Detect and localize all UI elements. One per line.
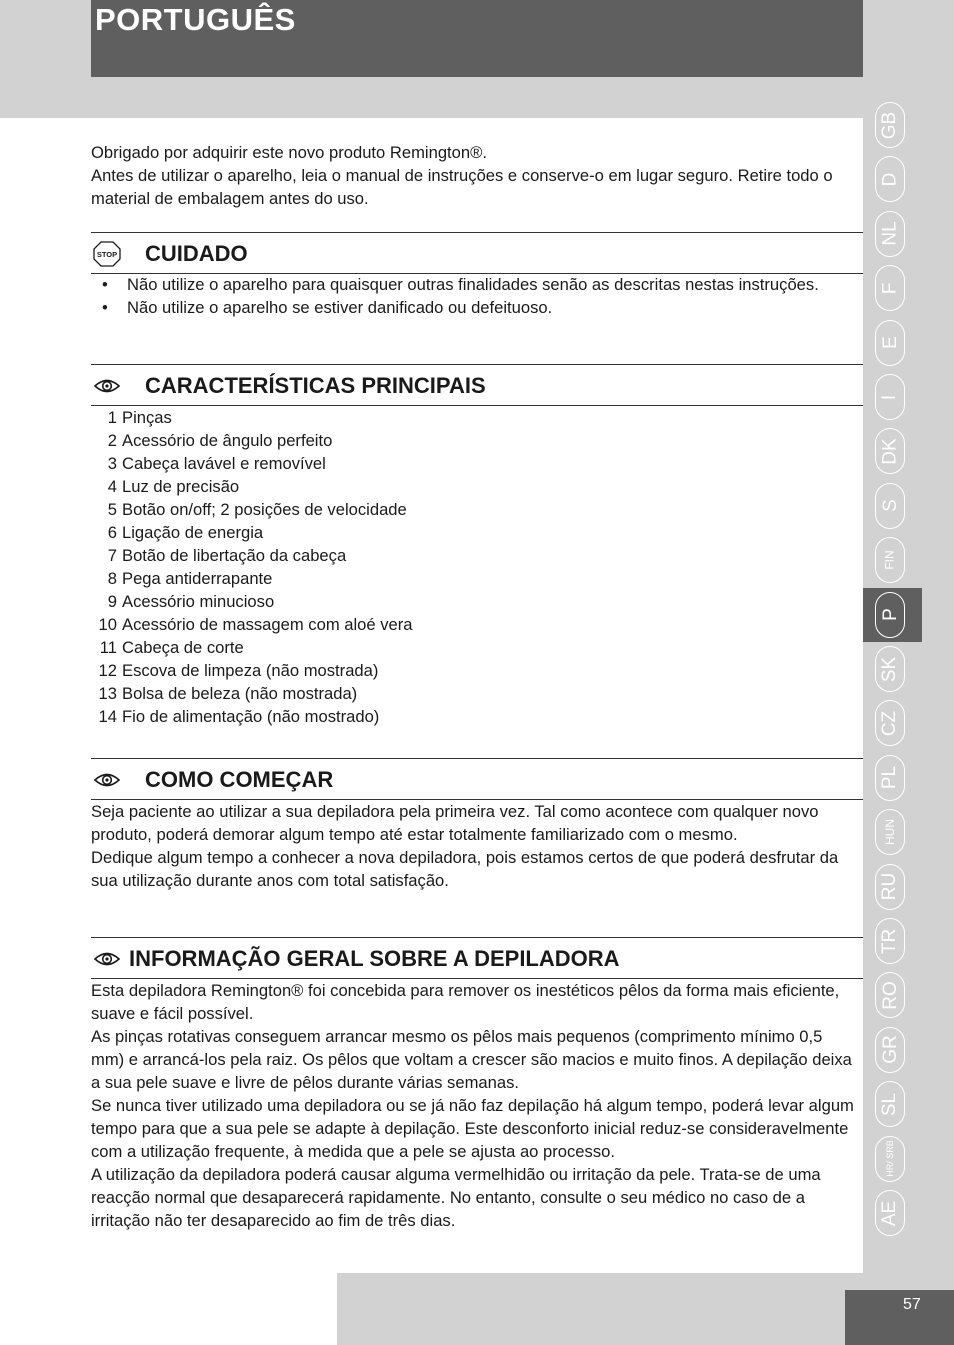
- language-tab-pill: [875, 211, 905, 257]
- language-tab-label: I: [879, 394, 901, 400]
- feature-number: 14: [98, 707, 117, 726]
- language-tab-pill: [875, 265, 905, 311]
- page-number: 57: [903, 1296, 921, 1313]
- language-tab-label: F: [879, 282, 901, 294]
- language-tab-f[interactable]: [863, 261, 922, 315]
- como-comecar-text: [91, 800, 859, 892]
- feature-item: [91, 613, 859, 636]
- informacao-text: [91, 979, 859, 1232]
- header-bar: [91, 0, 863, 77]
- feature-label: Fio de alimentação (não mostrado): [122, 707, 380, 726]
- language-tab-label: SK: [879, 656, 901, 682]
- language-tab-pill: [875, 755, 905, 801]
- paragraph: As pinças rotativas conseguem arrancar mesmo os pêlos mais pequenos (comprimento mínimo 0,5 mm) e arrancá-los pela raiz. Os pêlos que voltam a crescer são macios e muito finos. A depilação deixa a sua pele suave e livre de pêlos durante várias semanas.: [91, 1027, 852, 1092]
- section-cuidado-header: [91, 232, 863, 274]
- feature-item: [91, 475, 859, 498]
- feature-item: [91, 544, 859, 567]
- language-tab-gr[interactable]: [863, 1023, 922, 1077]
- language-tab-pill: [875, 537, 905, 583]
- feature-number: 5: [107, 500, 117, 519]
- feature-label: Bolsa de beleza (não mostrada): [122, 684, 358, 703]
- features-list: [91, 406, 859, 728]
- feature-number: 3: [107, 454, 117, 473]
- language-tab-nl[interactable]: [863, 207, 922, 261]
- section-caracteristicas-header: [91, 364, 863, 406]
- feature-label: Botão de libertação da cabeça: [122, 546, 347, 565]
- section-title: COMO COMEÇAR: [145, 767, 334, 792]
- feature-label: Cabeça lavável e removível: [122, 454, 326, 473]
- language-tab-pill: [875, 1027, 905, 1073]
- list-item: • Não utilize o aparelho para quaisquer outras finalidades senão as descritas nestas instruções.: [91, 273, 859, 296]
- language-tab-p[interactable]: [863, 588, 922, 642]
- language-tab-label: PL: [879, 766, 901, 790]
- language-tab-pill: [875, 1136, 905, 1182]
- feature-number: 4: [107, 477, 117, 496]
- feature-number: 7: [107, 546, 117, 565]
- language-tab-cz[interactable]: [863, 696, 922, 750]
- language-tab-pill: [875, 700, 905, 746]
- feature-number: 6: [107, 523, 117, 542]
- language-tab-gb[interactable]: [863, 98, 922, 152]
- language-tab-pill: [875, 1081, 905, 1127]
- language-tab-label: GR: [879, 1035, 901, 1065]
- page-title: PORTUGUÊS: [95, 2, 296, 37]
- feature-label: Acessório de massagem com aloé vera: [122, 615, 413, 634]
- language-tab-label: HUN: [883, 819, 897, 846]
- feature-item: [91, 567, 859, 590]
- language-tab-label: GB: [879, 111, 901, 139]
- section-title: CUIDADO: [145, 241, 248, 266]
- paragraph: Se nunca tiver utilizado uma depiladora ou se já não faz depilação há algum tempo, poderá levar algum tempo para que a sua pele se adapte à depilação. Este desconforto inicial reduz-se consideravelmente com a utilização frequente, à medida que a pele se ajusta ao processo.: [91, 1096, 854, 1161]
- eye-icon: [93, 946, 121, 972]
- feature-label: Acessório minucioso: [122, 592, 275, 611]
- feature-label: Escova de limpeza (não mostrada): [122, 661, 379, 680]
- language-tab-pill: [875, 646, 905, 692]
- feature-number: 2: [107, 431, 117, 450]
- language-tab-label: S: [879, 499, 901, 513]
- page-number-box: [845, 1290, 954, 1345]
- language-tab-label: E: [879, 336, 901, 349]
- stop-sign-icon: [93, 241, 121, 267]
- intro-line: Obrigado por adquirir este novo produto Remington®.: [91, 143, 487, 162]
- language-tab-pill: [875, 809, 905, 855]
- feature-item: [91, 429, 859, 452]
- feature-label: Acessório de ângulo perfeito: [122, 431, 333, 450]
- language-tab-hun[interactable]: [863, 805, 922, 859]
- section-title: CARACTERÍSTICAS PRINCIPAIS: [145, 373, 486, 398]
- bottom-panel: [0, 1273, 337, 1345]
- language-tab-pill: [875, 320, 905, 366]
- language-tab-dk[interactable]: [863, 424, 922, 478]
- language-tab-label: TR: [879, 928, 901, 954]
- feature-item: [91, 452, 859, 475]
- feature-number: 9: [107, 592, 117, 611]
- stop-sign-label: STOP: [96, 250, 118, 259]
- feature-item: [91, 498, 859, 521]
- language-tab-pill: [875, 972, 905, 1018]
- feature-item: [91, 659, 859, 682]
- language-tab-ae[interactable]: [863, 1186, 922, 1240]
- language-tab-label: CZ: [879, 710, 901, 737]
- language-tab-label: P: [879, 608, 901, 621]
- feature-number: 12: [98, 661, 117, 680]
- language-tab-label: AE: [879, 1200, 901, 1226]
- language-tab-label: NL: [879, 221, 901, 246]
- intro-line: Antes de utilizar o aparelho, leia o manual de instruções e conserve-o em lugar seguro. Retire todo o material de embalagem antes do uso.: [91, 166, 833, 208]
- language-tab-sl[interactable]: [863, 1077, 922, 1131]
- language-tab-pill: [875, 483, 905, 529]
- language-tab-i[interactable]: [863, 370, 922, 424]
- paragraph: Dedique algum tempo a conhecer a nova depiladora, pois estamos certos de que poderá desfrutar da sua utilização durante anos com total satisfação.: [91, 848, 839, 890]
- language-tab-s[interactable]: [863, 479, 922, 533]
- language-tab-label: HR/ SRB: [884, 1140, 895, 1177]
- feature-number: 1: [107, 408, 117, 427]
- language-tab-pill: [875, 374, 905, 420]
- language-tab-pill: [875, 1190, 905, 1236]
- feature-label: Cabeça de corte: [122, 638, 244, 657]
- section-title: INFORMAÇÃO GERAL SOBRE A DEPILADORA: [129, 946, 620, 971]
- paragraph: Seja paciente ao utilizar a sua depiladora pela primeira vez. Tal como acontece com qualquer novo produto, poderá demorar algum tempo até estar totalmente familiarizado com o mesmo.: [91, 802, 819, 844]
- cuidado-list: [91, 273, 859, 319]
- intro-text: [91, 141, 859, 210]
- list-item: • Não utilize o aparelho se estiver danificado ou defeituoso.: [91, 296, 859, 319]
- language-tab-label: RO: [879, 981, 901, 1010]
- feature-label: Botão on/off; 2 posições de velocidade: [122, 500, 407, 519]
- feature-label: Luz de precisão: [122, 477, 240, 496]
- section-informacao-header: [91, 937, 863, 979]
- language-tab-fin[interactable]: [863, 533, 922, 587]
- paragraph: A utilização da depiladora poderá causar alguma vermelhidão ou irritação da pele. Trata-se de uma reacção normal que desaparecerá rapidamente. No entanto, consulte o seu médico no caso de a irritação não ter desaparecido ao fim de três dias.: [91, 1165, 821, 1230]
- language-tab-pill: [875, 156, 905, 202]
- feature-number: 8: [107, 569, 117, 588]
- feature-item: [91, 590, 859, 613]
- feature-label: Pega antiderrapante: [122, 569, 273, 588]
- language-tab-label: SL: [879, 1092, 901, 1116]
- language-tab-pill: [875, 864, 905, 910]
- language-tab-sk[interactable]: [863, 642, 922, 696]
- language-tab-e[interactable]: [863, 316, 922, 370]
- language-tab-hrsrb[interactable]: [863, 1132, 922, 1186]
- language-tab-pill: [875, 428, 905, 474]
- paragraph: Esta depiladora Remington® foi concebida para remover os inestéticos pêlos da forma mais eficiente, suave e fácil possível.: [91, 981, 840, 1023]
- language-tab-label: D: [879, 172, 901, 187]
- feature-item: [91, 406, 859, 429]
- language-tab-pl[interactable]: [863, 751, 922, 805]
- language-tab-pill: [875, 918, 905, 964]
- language-tab-ro[interactable]: [863, 968, 922, 1022]
- feature-number: 11: [99, 638, 117, 657]
- feature-label: Pinças: [122, 408, 172, 427]
- eye-icon: [93, 373, 121, 399]
- feature-number: 13: [98, 684, 117, 703]
- eye-icon: [93, 767, 121, 793]
- language-tab-tr[interactable]: [863, 914, 922, 968]
- language-tab-pill: [875, 592, 905, 638]
- language-tab-label: RU: [879, 872, 901, 901]
- language-tab-label: FIN: [883, 550, 897, 570]
- feature-label: Ligação de energia: [122, 523, 264, 542]
- feature-item: [91, 705, 859, 728]
- feature-item: [91, 682, 859, 705]
- section-como-comecar-header: [91, 758, 863, 800]
- feature-item: [91, 521, 859, 544]
- language-tab-label: DK: [879, 438, 901, 465]
- language-tab-ru[interactable]: [863, 860, 922, 914]
- language-tab-d[interactable]: [863, 152, 922, 206]
- language-tab-pill: [875, 102, 905, 148]
- feature-number: 10: [98, 615, 117, 634]
- feature-item: [91, 636, 859, 659]
